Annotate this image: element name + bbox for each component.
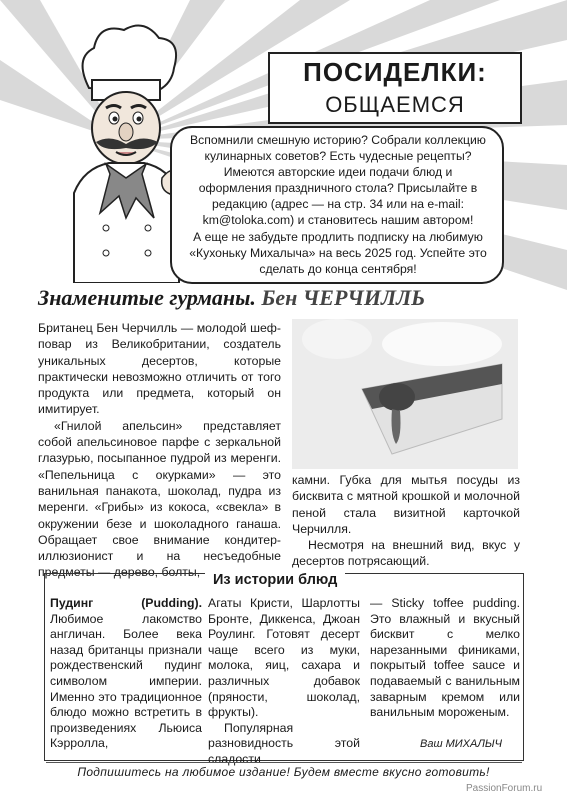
footer-divider [46,762,522,763]
article-paragraph: Несмотря на внешний вид, вкус у десертов потрясающий. [292,538,520,569]
history-text: Агаты Кристи, Шарлотты Бронте, Диккенса, Джоан Роулинг. Готовят десерт чаще всего из муки, молока, яиц, сахара и различных добавок (пряности, шоколад, фрукты). [208,596,360,720]
article-column-2 [292,472,520,570]
intro-line: «Кухоньку Михалыча» на весь 2025 год. Успейте это [189,245,487,260]
history-column-3 [370,596,520,721]
intro-line: сделать до конца сентября! [259,261,417,276]
history-title: Из истории блюд [205,572,345,588]
footer-text: Подпишитесь на любимое издание! Будем вместе вкусно готовить! [77,765,490,779]
history-lead: Пудинг (Pudding). [50,596,202,610]
intro-line: А еще не забудьте продлить подписку на любимую [193,229,483,244]
history-text: Популярная разновидность этой сладости [208,720,360,766]
intro-line: Вспомнили смешную историю? Собрали коллекцию [190,133,486,147]
history-text: Любимое лакомство англичан. Более века назад британцы признали рождественский пудинг символом империи. Именно это традиционное блюдо можно встретить в произведениях Льюиса Кэрролла, [50,611,202,751]
article-title-main: Знаменитые гурманы. [38,285,256,310]
intro-line: Имеются авторские идеи подачи блюд и [223,165,453,180]
article-paragraph: Британец Бен Черчилль — молодой шеф-повар из Великобритании, создатель уникальных десертов, которые практически невозможно отличить от того продукта или предмета, который он имитирует. [38,321,281,417]
history-column-2 [208,596,360,768]
article-paragraph: «Гнилой апельсин» представляет собой апельсиновое парфе с зеркальной глазурью, посыпанное пудрой из меренги. «Пепельница с окурками» — это ванильная панакота, шоколад, пудра из меренги. «Грибы» из кокоса, «свекла» в окружении безе и шоколадного ганаша. Обращает свое внимание кондитер-иллюзионист и на несъедобные предметы — дерево, болты, [38,418,281,580]
intro-line: оформления праздничного стола? Присылайте в [198,181,478,196]
article-title-name: Бен ЧЕРЧИЛЛЬ [261,285,426,310]
watermark: PassionForum.ru [466,783,543,794]
section-title: ПОСИДЕЛКИ: [268,52,522,92]
signature: Ваш МИХАЛЫЧ [420,738,503,750]
intro-line: редакцию (адрес — на стр. 34 или на e-mail: [211,197,465,212]
intro-line: кулинарных советов? Есть чудесные рецепты? [204,149,472,164]
history-text: — Sticky toffee pudding. Это влажный и вкусный бисквит с мелко нарезанными финиками, покрытый toffee sauce и подаваемый с ванильным заварным кремом или ванильным мороженым. [370,596,520,720]
section-subtitle: ОБЩАЕМСЯ [268,88,522,124]
article-paragraph: камни. Губка для мытья посуды из бисквита с мятной крошкой и молочной пеной стала визитной карточкой Черчилля. [292,473,520,536]
intro-line: km@toloka.com) и становитесь нашим автором! [202,213,474,228]
dessert-photo [292,319,518,469]
history-column-1 [50,596,202,752]
article-column-1 [38,320,281,581]
article-title [38,285,518,311]
intro-text [178,132,498,277]
